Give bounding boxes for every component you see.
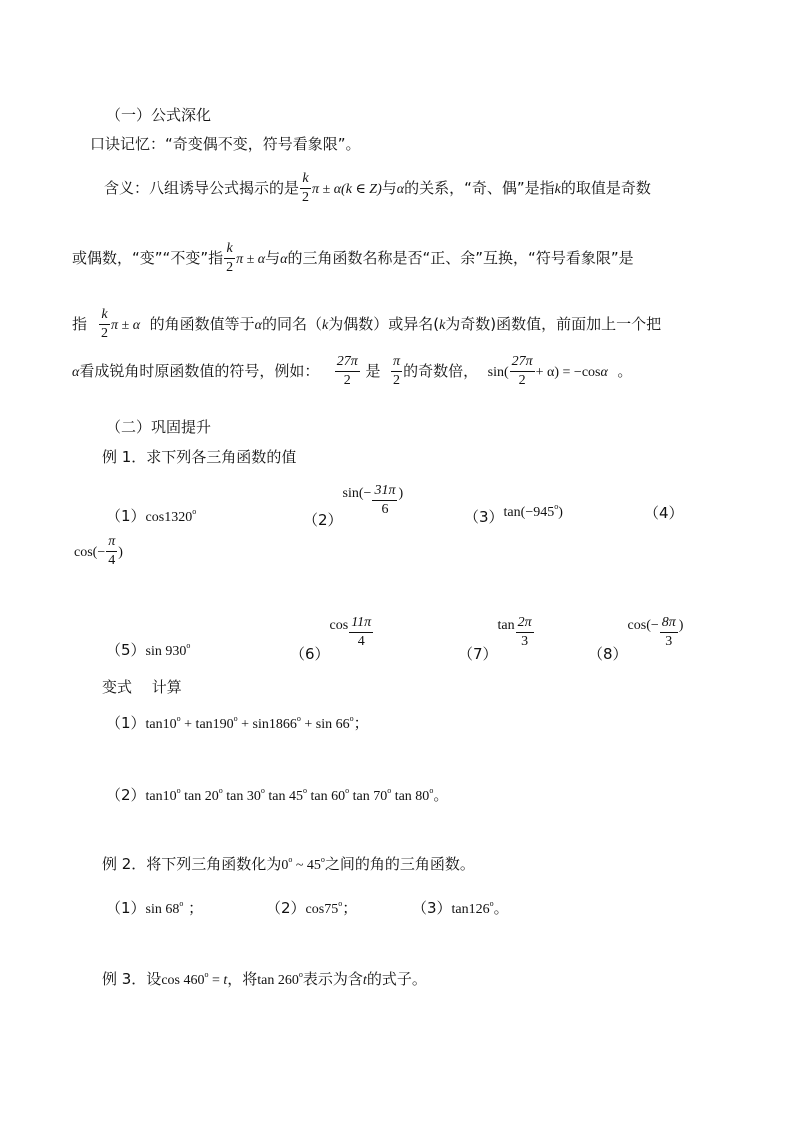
ex2-item-3: （3）tan126$^o$。 xyxy=(412,899,509,917)
ex1-item-4: cos(− $\frac{\pi}{4}$ ) xyxy=(74,534,123,568)
pm-alpha-condition: π ± α(k ∈ Z) xyxy=(312,182,382,197)
pi-over-2-fraction: $\frac{\pi}{2}$ xyxy=(393,354,401,388)
ex2-item-1: （1）sin 68$^o$ ； xyxy=(106,899,204,917)
variant-item-2: （2）tan10$^o$ tan 20$^o$ tan 30$^o$ tan 45$^o$ tan 60$^o$ tan 70$^o$ tan 80$^o$。 xyxy=(106,786,449,804)
example-2-heading: 例 2．将下列三角函数化为0$^o$ ~ 45$^o$之间的角的三角函数。 xyxy=(102,855,475,873)
section-heading-2: （二）巩固提升 xyxy=(106,418,212,436)
meaning-line-3: 指 $\frac{k}{2}$ π ± α 的角函数值等于α的同名（k为偶数）或异名(k为奇数)函数值，前面加上一个把 xyxy=(72,307,662,341)
meaning-line-1: 含义：八组诱导公式揭示的是 $\frac{k}{2}$ π ± α(k ∈ Z)与α的关系，“奇、偶”是指k的取值是奇数 xyxy=(104,171,651,205)
mnemonic-line: 口诀记忆：“奇变偶不变，符号看象限”。 xyxy=(90,135,361,153)
k-over-2-fraction: $\frac{k}{2}$ xyxy=(226,241,234,275)
ex1-item-5: （5）sin 930$^o$ xyxy=(106,641,191,659)
meaning-line-2: 或偶数，“变”“不变”指 $\frac{k}{2}$ π ± α与α的三角函数名称是否“正、余”互换，“符号看象限”是 xyxy=(72,241,634,275)
example-3-heading: 例 3．设$\cos 460^o = t$，将tan 260$^o$表示为含t的式子。 xyxy=(102,970,427,988)
k-over-2-fraction: $\frac{k}{2}$ xyxy=(302,171,310,205)
ex1-item-3: $(3)\tan(-945^o)$ xyxy=(464,502,563,526)
variant-item-1: $(1)\tan 10^o + \tan 190^o + \sin 1866^o + \sin 66^o$； xyxy=(106,714,369,732)
ex1-item-7: （7）tan $\frac{2\pi}{3}$ xyxy=(458,615,532,663)
section-heading-1: （一）公式深化 xyxy=(106,106,212,124)
variant-heading: 变式 计算 xyxy=(102,678,182,696)
ex1-item-8: （8）cos(− $\frac{8\pi}{3}$ ) xyxy=(588,615,684,663)
27pi-over-2-fraction: $\frac{27\pi}{2}$ xyxy=(336,354,358,388)
example-1-heading: 例 1．求下列各三角函数的值 xyxy=(102,448,297,466)
meaning-line-4: α看成锐角时原函数值的符号，例如： $\frac{27\pi}{2}$ 是 $\frac{\pi}{2}$ 的奇数倍， sin( $\frac{27\pi}{2}$ + α) = −cosα 。 xyxy=(72,354,633,388)
ex1-item-6: （6）cos $\frac{11\pi}{4}$ xyxy=(290,615,372,663)
ex1-item-4-label: （4） xyxy=(644,504,684,522)
ex1-item-2: （2）sin(− $\frac{31\pi}{6}$ ) xyxy=(303,483,404,529)
ex1-item-1: （1）cos1320$^o$ xyxy=(106,507,197,525)
27pi-over-2-fraction: $\frac{27\pi}{2}$ xyxy=(511,354,533,388)
k-over-2-fraction: $\frac{k}{2}$ xyxy=(101,307,109,341)
ex2-item-2: （2）cos75$^o$； xyxy=(266,899,358,917)
